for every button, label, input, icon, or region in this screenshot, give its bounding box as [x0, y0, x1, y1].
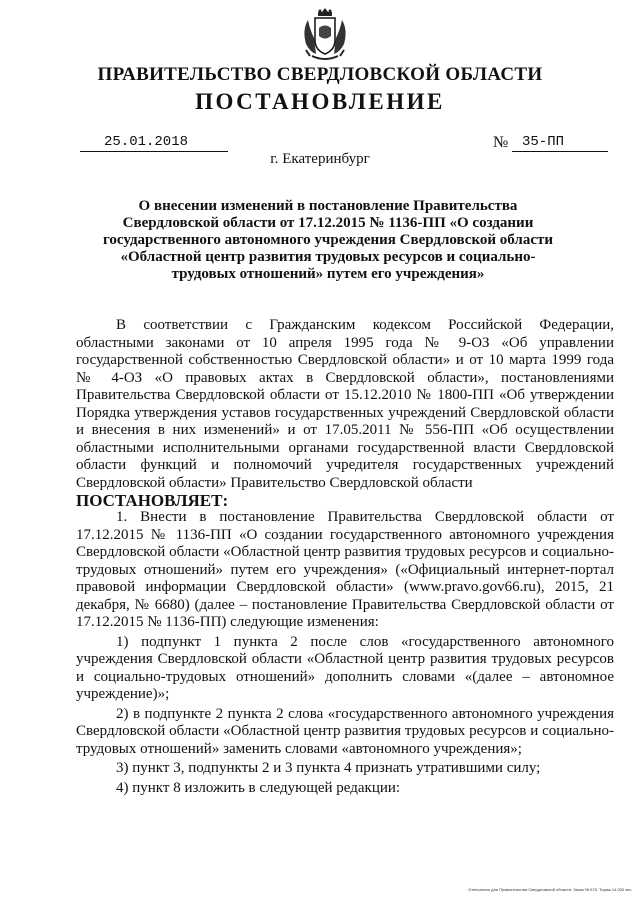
document-body	[76, 317, 614, 797]
coat-of-arms-emblem	[300, 6, 350, 62]
city-label: г. Екатеринбург	[270, 151, 370, 167]
document-date: 25.01.2018	[80, 134, 228, 152]
document-type: ПОСТАНОВЛЕНИЕ	[195, 89, 445, 114]
number-sign: №	[493, 134, 509, 151]
item-1-paragraph: 1. Внести в постановление Правительства Свердловской области от 17.12.2015 № 1136-ПП «О создании государственного автономного учреждения Свердловской области «Областной центр развития трудовых ресурсов и социально-трудовых отношений» путем его учреждения» («Официальный интернет-портал правовой информации Свердловской области» (www.pravo.gov66.ru), 2015, 21 декабря, № 6680) (далее – постановление Правительства Свердловской области от 17.12.2015 № 1136-ПП) следующие изменения:	[76, 509, 614, 630]
print-footer-note: Отпечатано для Правительства Свердловской области. Заказ № 575. Тираж 14 000 экз.	[468, 887, 632, 892]
decree-word: ПОСТАНОВЛЯЕТ:	[76, 491, 229, 510]
subitem-3-paragraph: 3) пункт 3, подпункты 2 и 3 пункта 4 признать утратившими силу;	[116, 760, 541, 776]
intro-paragraph: В соответствии с Гражданским кодексом Российской Федерации, областными законами от 10 апреля 1995 года № 9-ОЗ «Об управлении государственной собственностью Свердловской области» и от 10 марта 1999 года № 4-ОЗ «О правовых актах в Свердловской области», постановлениями Правительства Свердловской области от 15.12.2010 № 1800-ПП «Об утверждении Порядка утверждения уставов государственных учреждений Свердловской области и внесения в них изменений» и от 17.05.2011 № 556-ПП «Об осуществлении областными исполнительными органами государственной власти Свердловской области функций и полномочий учредителя государственных учреждений Свердловской области» Правительство Свердловской области	[76, 317, 614, 491]
document-number: 35-ПП	[512, 134, 608, 152]
document-heading: О внесении изменений в постановление Правительства Свердловской области от 17.12.2015 № 1136-ПП «О создании государственного автономного учреждения Свердловской области «Областной центр развития трудовых ресурсов и социально-трудовых отношений» путем его учреждения»	[102, 198, 554, 282]
subitem-1-paragraph: 1) подпункт 1 пункта 2 после слов «государственного автономного учреждения Свердловской области «Областной центр развития трудовых ресурсов и социально-трудовых отношений» дополнить словами «(далее – автономное учреждение)»;	[76, 633, 614, 702]
subitem-4-paragraph: 4) пункт 8 изложить в следующей редакции:	[116, 779, 401, 796]
government-title: ПРАВИТЕЛЬСТВО СВЕРДЛОВСКОЙ ОБЛАСТИ	[97, 64, 543, 85]
subitem-2-paragraph: 2) в подпункте 2 пункта 2 слова «государственного автономного учреждения Свердловской области «Областной центр развития трудовых ресурсов и социально-трудовых отношений» заменить словами «автономного учреждения»;	[76, 705, 614, 757]
